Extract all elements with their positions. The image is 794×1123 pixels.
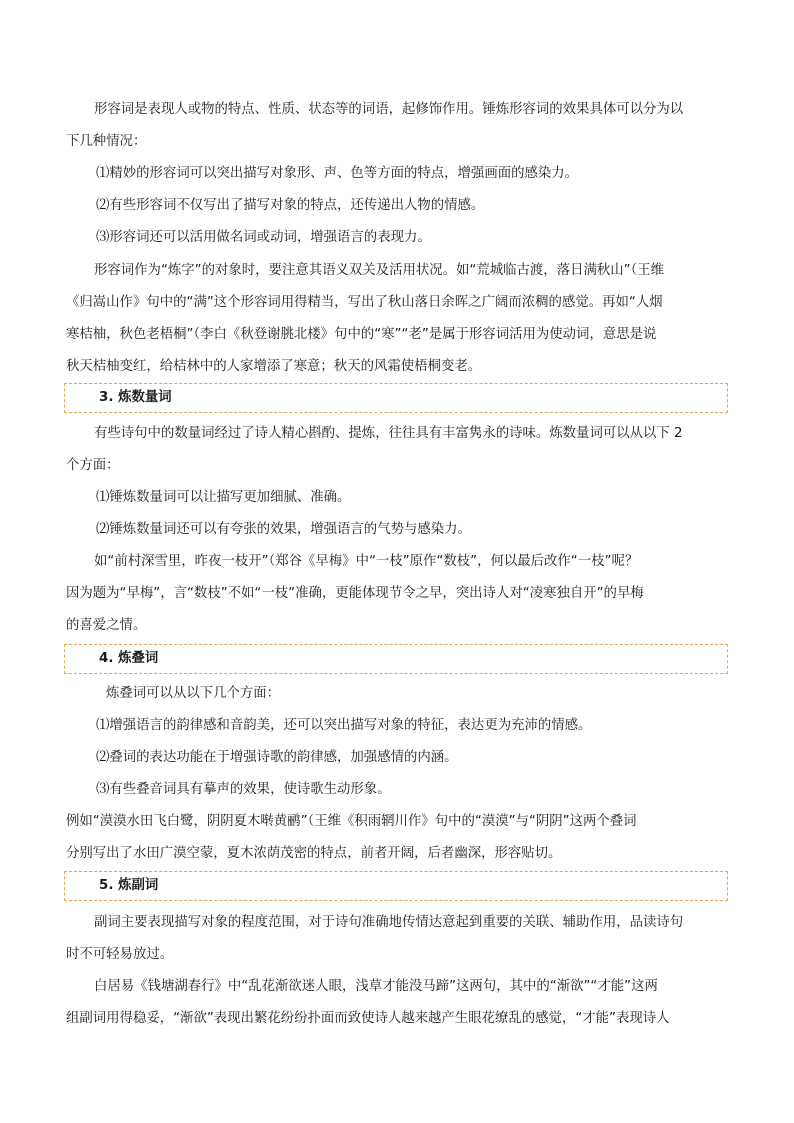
section-heading-adverbs-label: 5. 炼副词 <box>99 878 159 893</box>
adjective-item-1: ⑴精妙的形容词可以突出描写对象形、声、色等方面的特点，增强画面的感染力。 <box>96 166 579 181</box>
reduplication-item-3: ⑶有些叠音词具有摹声的效果，使诗歌生动形象。 <box>96 782 391 797</box>
paragraph-intro-line-1: 形容词是表现人或物的特点、性质、状态等的词语，起修饰作用。锤炼形容词的效果具体可以分为以 <box>94 102 684 117</box>
adjective-item-2: ⑵有些形容词不仅写出了描写对象的特点，还传递出人物的情感。 <box>96 198 485 213</box>
reduplication-item-2: ⑵叠词的表达功能在于增强诗歌的韵律感，加强感情的内涵。 <box>96 750 458 765</box>
paragraph-intro-line-2: 下几种情况： <box>66 134 147 149</box>
section-heading-reduplication-label: 4. 炼叠词 <box>99 651 159 666</box>
reduplication-item-1: ⑴增强语言的韵律感和音韵美，还可以突出描写对象的特征，表达更为充沛的情感。 <box>96 718 592 733</box>
adjective-example-line-3: 寒桔柚，秋色老梧桐”（李白《秋登谢朓北楼》句中的“寒”“老”是属于形容词活用为使动词，意思是说 <box>66 327 657 342</box>
numerals-intro-line-1: 有些诗句中的数量词经过了诗人精心斟酌、提炼，往往具有丰富隽永的诗味。炼数量词可以从以下 2 <box>94 426 683 441</box>
adjective-example-line-1: 形容词作为“炼字”的对象时，要注意其语义双关及活用状况。如“荒城临古渡，落日满秋山”（王维 <box>94 263 665 278</box>
numerals-example-line-1: 如“前村深雪里，昨夜一枝开”（郑谷《早梅》中“一枝”原作“数枝”，何以最后改作“一枝”呢？ <box>94 554 639 569</box>
adverbs-example-line-2: 组副词用得稳妥，“渐欲”表现出繁花纷纷扑面而致使诗人越来越产生眼花缭乱的感觉，“才能”表现诗人 <box>66 1011 670 1026</box>
numerals-example-line-3: 的喜爱之情。 <box>66 618 147 633</box>
section-heading-numerals <box>64 383 728 413</box>
section-heading-numerals-label: 3. 炼数量词 <box>99 390 172 405</box>
reduplication-example-line-1: 例如“漠漠水田飞白鹭，阴阴夏木啭黄鹂”（王维《积雨辋川作》句中的“漠漠”与“阴阴”这两个叠词 <box>66 814 637 829</box>
section-heading-reduplication <box>64 644 728 674</box>
numerals-intro-line-2: 个方面： <box>66 458 120 473</box>
adverbs-intro-line-2: 时不可轻易放过。 <box>66 947 174 962</box>
reduplication-example-line-2: 分别写出了水田广漠空蒙，夏木浓荫茂密的特点，前者开阔，后者幽深，形容贴切。 <box>66 846 562 861</box>
adjective-example-line-4: 秋天桔柚变红，给桔林中的人家增添了寒意；秋天的风霜使梧桐变老。 <box>66 359 482 374</box>
numerals-item-1: ⑴锤炼数量词可以让描写更加细腻、准确。 <box>96 490 351 505</box>
adverbs-intro-line-1: 副词主要表现描写对象的程度范围，对于诗句准确地传情达意起到重要的关联、辅助作用，品读诗句 <box>94 915 684 930</box>
numerals-item-2: ⑵锤炼数量词还可以有夸张的效果，增强语言的气势与感染力。 <box>96 522 471 537</box>
numerals-example-line-2: 因为题为“早梅”，言“数枝”不如“一枝”准确，更能体现节令之早，突出诗人对“凌寒独自开”的早梅 <box>66 586 644 601</box>
adjective-item-3: ⑶形容词还可以活用做名词或动词，增强语言的表现力。 <box>96 230 431 245</box>
adjective-example-line-2: 《归嵩山作》句中的“满”这个形容词用得精当，写出了秋山落日余晖之广阔而浓稠的感觉。再如“人烟 <box>66 295 663 310</box>
adverbs-example-line-1: 白居易《钱塘湖春行》中“乱花渐欲迷人眼，浅草才能没马蹄”这两句，其中的“渐欲”“才能”这两 <box>94 979 658 994</box>
section-heading-adverbs <box>64 871 728 901</box>
reduplication-intro: 炼叠词可以从以下几个方面： <box>106 686 281 701</box>
